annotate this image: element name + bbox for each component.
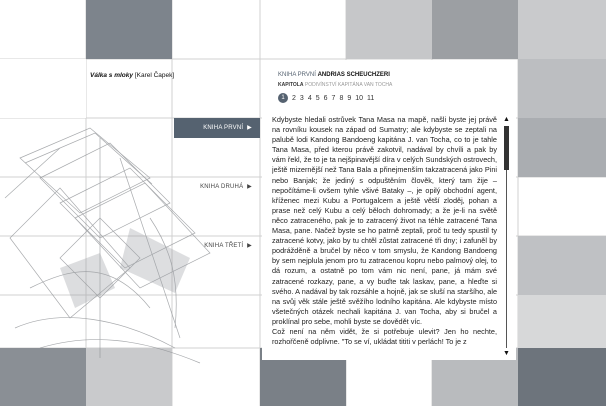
chapter-text[interactable]: [272, 115, 497, 358]
page-link-9[interactable]: 9: [347, 94, 352, 102]
page-link-4[interactable]: 4: [307, 94, 312, 102]
page-link-8[interactable]: 8: [339, 94, 344, 102]
reading-panel: [262, 60, 516, 360]
book-title: [90, 72, 174, 79]
chapter-name: PODIVÍNSTVÍ KAPITÁNA VAN TOCHA: [304, 82, 393, 88]
chapter-header: [278, 82, 392, 88]
nav-kniha-prvni[interactable]: [174, 118, 260, 138]
nav-kniha-treti[interactable]: [174, 236, 260, 256]
page-link-5[interactable]: 5: [315, 94, 320, 102]
chapter-label: KAPITOLA: [278, 82, 304, 88]
page-link-11[interactable]: 11: [367, 94, 375, 102]
page-link-7[interactable]: 7: [331, 94, 336, 102]
scroll-up-icon[interactable]: ▲: [503, 116, 510, 123]
nav-label: KNIHA TŘETÍ: [204, 243, 244, 249]
panel-header: [278, 72, 390, 78]
scroll-down-icon[interactable]: ▼: [503, 350, 510, 357]
arrow-right-icon: ▶: [247, 243, 252, 249]
page-link-3[interactable]: 3: [299, 94, 304, 102]
book-author: [Karel Čapek]: [134, 72, 175, 79]
page-link-1[interactable]: 1: [278, 93, 288, 103]
chapter-paragraph: Kdybyste hledali ostrůvek Tana Masa na mapě, našli byste jej právě na rovníku kousek na západ od Sumatry; ale kdybyste se zeptali na palubě lodi Kandong Bandoeng kapitána J. van Tocha, co to je tahle Tana Masa, před kterou právě zakotvil, nadával by chvíli a pak by vám řekl, že to je ta nejšpinavější díra v celých Sundských ostrovech, ještě mizernější než Tana Bala a přinejmenším takzatracená jako Pini nebo Banjak; že jediný s odpuštěním člověk, který tam žije – nepočítáme-li ovšem tyhle všivé Bataky –, je opilý obchodní agent, kříženec mezi Kubu a Portugalcem a ještě větší zloděj, pohan a prase než celý Kubu a celý běloch dohromady; a že je-li na světě něco zatraceného, pak je to zatracený život na téhle zatracené Tana Masa, pane. Načež byste se ho patrně zeptali, proč tu tedy spustil ty zatracené kotvy, jako by tu chtěl zůstat zatracené tři dny; i zafuněl by podrážděně a bručel by něco v tom smyslu, že Kandong Bandoeng by sem nejplula jenom pro tu zatracenou kopru nebo palmový olej, to dá rozum, a ostatně po tom vám nic není, pane, já mám své zatracené rozkazy, pane, a vy buďte tak laskav, pane, a hleďte si svého. A nadával by tak rozsáhle a hojně, jak se sluší na staršího, ale na svůj věk stále ještě svěžího lodního kapitána. Ale kdybyste místo všetečných otázek nechali kapitána J. van Tocha, aby si bručel a proklínal pro sebe, mohli byste se dovědět víc.: [272, 115, 497, 326]
arrow-right-icon: ▶: [247, 184, 252, 190]
scrollbar-thumb[interactable]: [504, 126, 509, 170]
page-link-2[interactable]: 2: [292, 94, 296, 102]
nav-kniha-druha[interactable]: [174, 177, 260, 197]
book-name: Válka s mloky: [90, 72, 133, 79]
arrow-right-icon: ▶: [247, 125, 252, 131]
nav-label: KNIHA DRUHÁ: [200, 184, 244, 190]
page-link-10[interactable]: 10: [355, 94, 364, 102]
page-pagination: [278, 93, 378, 103]
page-link-6[interactable]: 6: [323, 94, 328, 102]
chapter-paragraph: Což není na něm vidět, že si potřebuje ulevit? Jen ho nechte, rozhořčeně odplivne. "To se ví, ukládat tititi v perlách! To je z: [272, 326, 497, 347]
panel-author-label: ANDRIAS SCHEUCHZERI: [317, 72, 390, 78]
panel-book-label: KNIHA PRVNÍ: [278, 72, 316, 78]
nav-label: KNIHA PRVNÍ: [203, 125, 244, 131]
